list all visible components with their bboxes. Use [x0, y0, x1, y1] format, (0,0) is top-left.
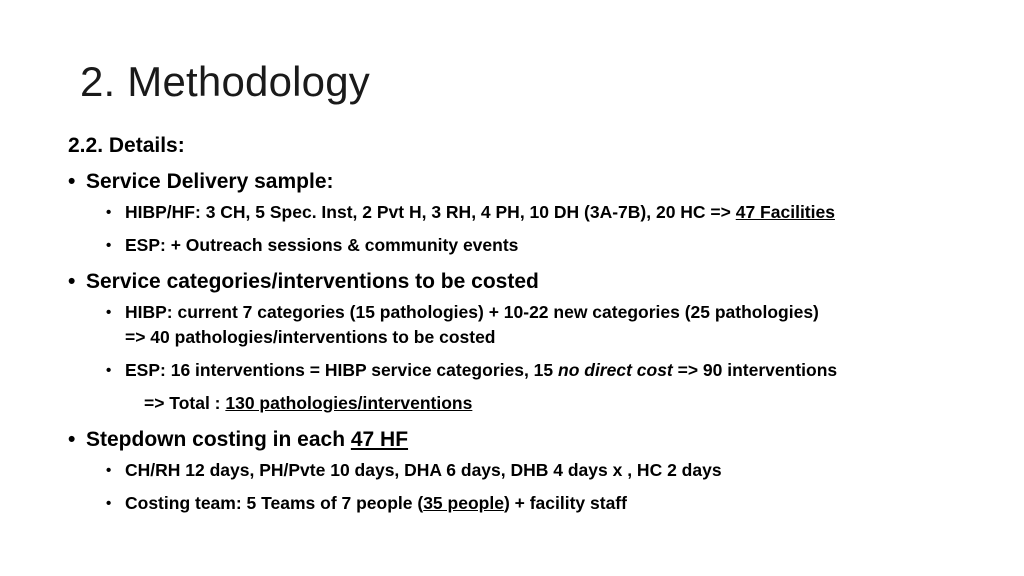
people-link[interactable]: 35 people [423, 493, 504, 513]
sub-bullet-costing-days [106, 458, 1018, 483]
bullet-icon: • [106, 304, 112, 321]
bullet-icon: • [106, 495, 112, 512]
bullet-service-categories [68, 270, 1018, 294]
hf-link[interactable]: 47 HF [350, 428, 409, 451]
slide-body [68, 134, 1018, 524]
bullet-icon: • [68, 270, 76, 293]
sub-bullet-costing-team [106, 491, 1018, 516]
slide-title: 2. Methodology [80, 58, 370, 105]
total-prefix: => Total : [144, 393, 226, 413]
sub-bullet-text-end: => 90 interventions [672, 360, 838, 380]
sub-bullet-text-continued: => 40 pathologies/interventions to be costed [125, 327, 496, 347]
bullet-label: Service categories/interventions to be costed [86, 270, 539, 293]
italic-emphasis: no direct cost [558, 360, 673, 380]
sub-bullet-esp-interventions [106, 358, 1018, 383]
bullet-icon: • [106, 204, 112, 221]
total-pathologies-link[interactable]: 130 pathologies/interventions [225, 393, 473, 413]
sub-bullet-text: Costing team: 5 Teams of 7 people ( [125, 493, 424, 513]
sub-bullet-hibp-categories [106, 300, 1018, 350]
sub-bullet-hibp-hf [106, 200, 1018, 225]
bullet-label: Service Delivery sample: [86, 170, 334, 193]
sub-bullet-text: ESP: + Outreach sessions & community events [125, 235, 519, 255]
bullet-label: Stepdown costing in each [86, 428, 351, 451]
sub-bullet-text: CH/RH 12 days, PH/Pvte 10 days, DHA 6 days, DHB 4 days x , HC 2 days [125, 460, 722, 480]
sub-bullet-text: ESP: 16 interventions = HIBP service categories, 15 [125, 360, 559, 380]
sub-bullet-text-end: ) + facility staff [503, 493, 627, 513]
bullet-icon: • [106, 362, 112, 379]
sub-bullet-text: HIBP: current 7 categories (15 pathologies) + 10-22 new categories (25 pathologies) [125, 302, 819, 322]
facilities-link[interactable]: 47 Facilities [735, 202, 835, 222]
sub-bullet-text: HIBP/HF: 3 CH, 5 Spec. Inst, 2 Pvt H, 3 RH, 4 PH, 10 DH (3A-7B), 20 HC => [125, 202, 736, 222]
sub-bullet-esp-outreach [106, 233, 1018, 258]
section-heading: 2.2. Details: [68, 134, 185, 157]
total-line [144, 391, 1018, 416]
bullet-service-delivery [68, 170, 1018, 194]
bullet-icon: • [68, 170, 76, 193]
bullet-stepdown-costing [68, 428, 1018, 452]
bullet-icon: • [68, 428, 76, 451]
bullet-icon: • [106, 237, 112, 254]
bullet-icon: • [106, 462, 112, 479]
